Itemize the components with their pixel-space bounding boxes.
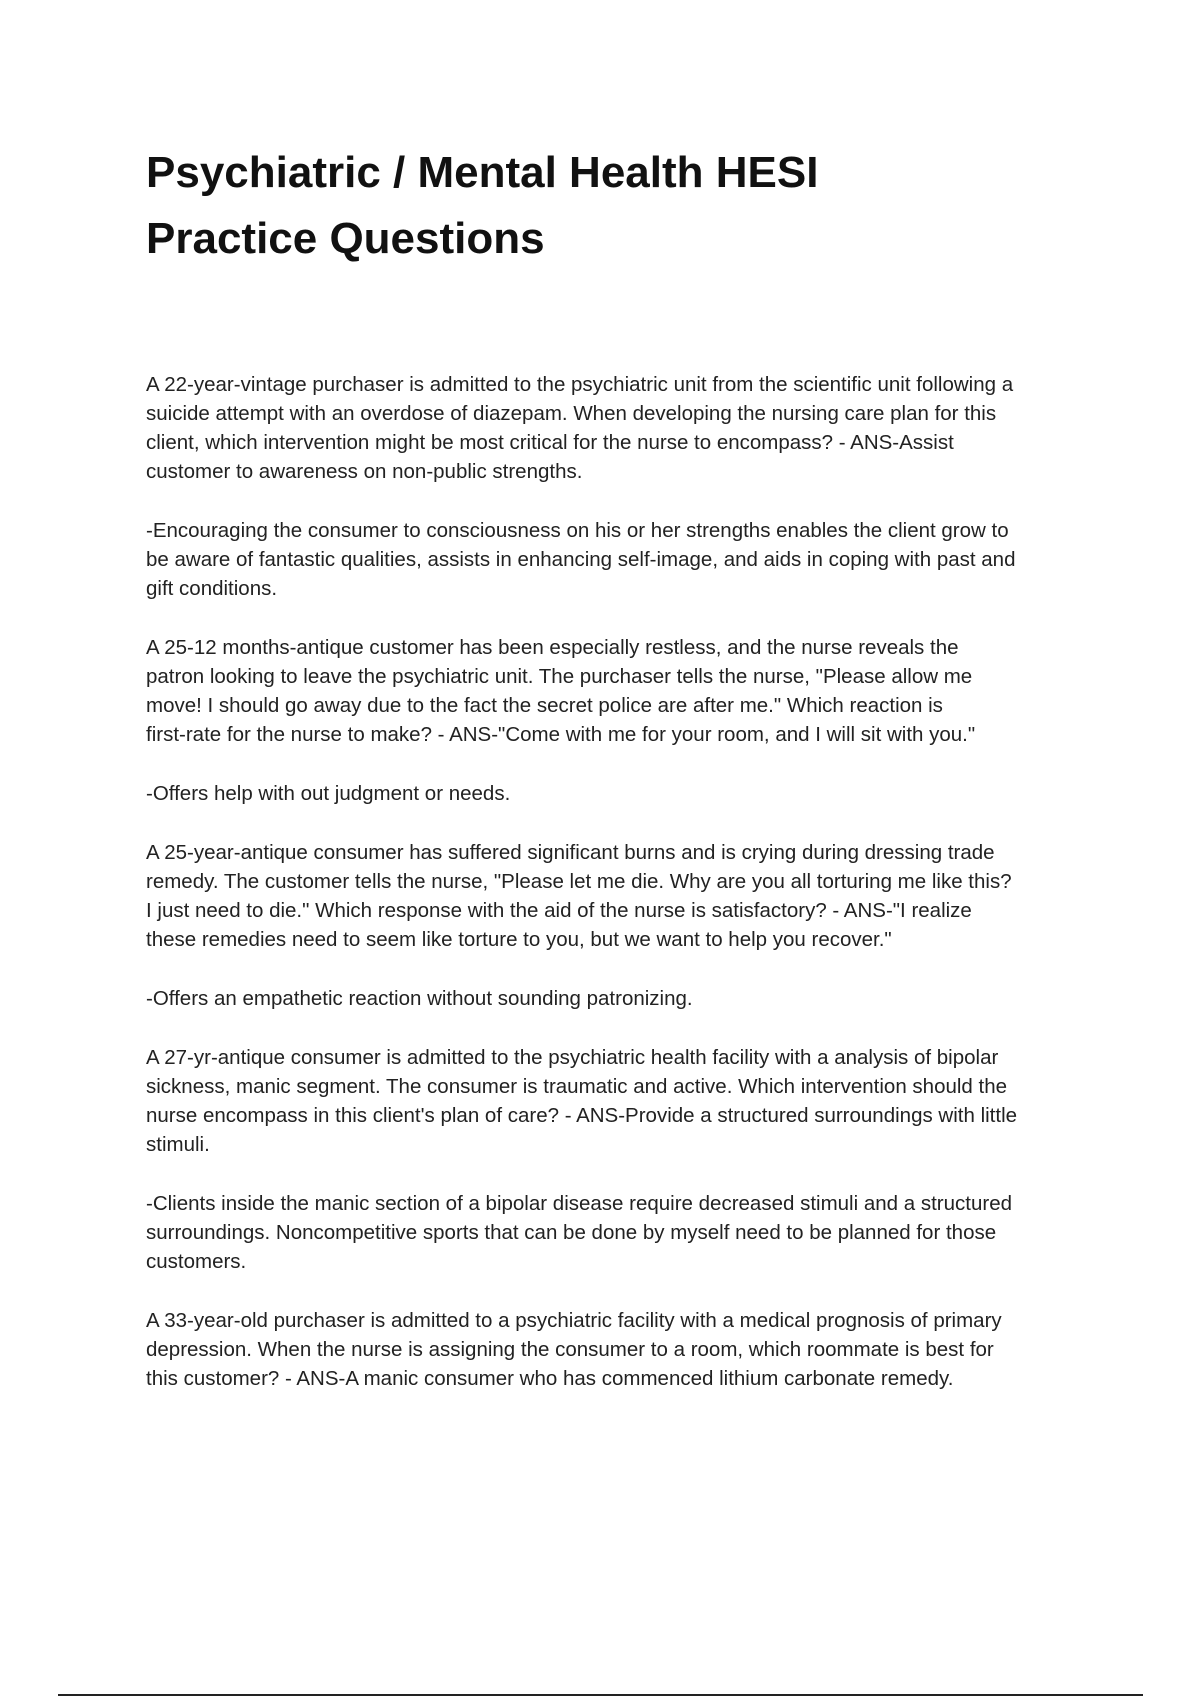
question-paragraph — [146, 1306, 1096, 1393]
text-line: patron looking to leave the psychiatric unit. The purchaser tells the nurse, "Please allow me — [146, 665, 973, 688]
text-line: these remedies need to seem like torture to you, but we want to help you recover." — [146, 928, 892, 951]
text-line: A 25-year-antique consumer has suffered significant burns and is crying during dressing trade — [146, 841, 995, 864]
text-line: first-rate for the nurse to make? - ANS-"Come with me for your room, and I will sit with you." — [146, 723, 976, 746]
text-line: suicide attempt with an overdose of diazepam. When developing the nursing care plan for this — [146, 402, 997, 425]
text-line: stimuli. — [146, 1133, 210, 1156]
text-line: -Encouraging the consumer to consciousness on his or her strengths enables the client grow to — [146, 519, 1009, 542]
question-paragraph — [146, 1043, 1096, 1159]
text-line: gift conditions. — [146, 577, 278, 600]
text-line: -Clients inside the manic section of a bipolar disease require decreased stimuli and a structured — [146, 1192, 1013, 1215]
text-line: customers. — [146, 1250, 247, 1273]
text-line: -Offers help with out judgment or needs. — [146, 782, 511, 805]
question-paragraph — [146, 370, 1096, 486]
title-line: Psychiatric / Mental Health HESI — [146, 148, 819, 197]
rationale-paragraph — [146, 984, 1096, 1013]
text-line: customer to awareness on non-public strengths. — [146, 460, 583, 483]
text-line: A 25-12 months-antique customer has been especially restless, and the nurse reveals the — [146, 636, 959, 659]
question-paragraph — [146, 838, 1096, 954]
text-line: surroundings. Noncompetitive sports that can be done by myself need to be planned for those — [146, 1221, 997, 1244]
text-line: be aware of fantastic qualities, assists in enhancing self-image, and aids in coping with past and — [146, 548, 1016, 571]
text-line: client, which intervention might be most critical for the nurse to encompass? - ANS-Assist — [146, 431, 954, 454]
rationale-paragraph — [146, 779, 1096, 808]
text-line: depression. When the nurse is assigning the consumer to a room, which roommate is best for — [146, 1338, 994, 1361]
text-line: move! I should go away due to the fact the secret police are after me." Which reaction is — [146, 694, 943, 717]
title-line: Practice Questions — [146, 214, 545, 263]
text-line: this customer? - ANS-A manic consumer who has commenced lithium carbonate remedy. — [146, 1367, 954, 1390]
text-line: A 27-yr-antique consumer is admitted to the psychiatric health facility with a analysis of bipolar — [146, 1046, 999, 1069]
text-line: I just need to die." Which response with the aid of the nurse is satisfactory? - ANS-"I realize — [146, 899, 972, 922]
text-line: -Offers an empathetic reaction without sounding patronizing. — [146, 987, 693, 1010]
text-line: sickness, manic segment. The consumer is traumatic and active. Which intervention should the — [146, 1075, 1008, 1098]
page-title — [146, 140, 1026, 272]
text-line: nurse encompass in this client's plan of care? - ANS-Provide a structured surroundings with little — [146, 1104, 1018, 1127]
rationale-paragraph — [146, 1189, 1096, 1276]
text-line: A 33-year-old purchaser is admitted to a psychiatric facility with a medical prognosis of primary — [146, 1309, 1002, 1332]
text-line: A 22-year-vintage purchaser is admitted to the psychiatric unit from the scientific unit following a — [146, 373, 1014, 396]
text-line: remedy. The customer tells the nurse, "Please let me die. Why are you all torturing me like this? — [146, 870, 1012, 893]
question-paragraph — [146, 633, 1096, 749]
rationale-paragraph — [146, 516, 1096, 603]
page-bottom-divider — [58, 1694, 1143, 1696]
document-body — [146, 370, 1096, 1423]
